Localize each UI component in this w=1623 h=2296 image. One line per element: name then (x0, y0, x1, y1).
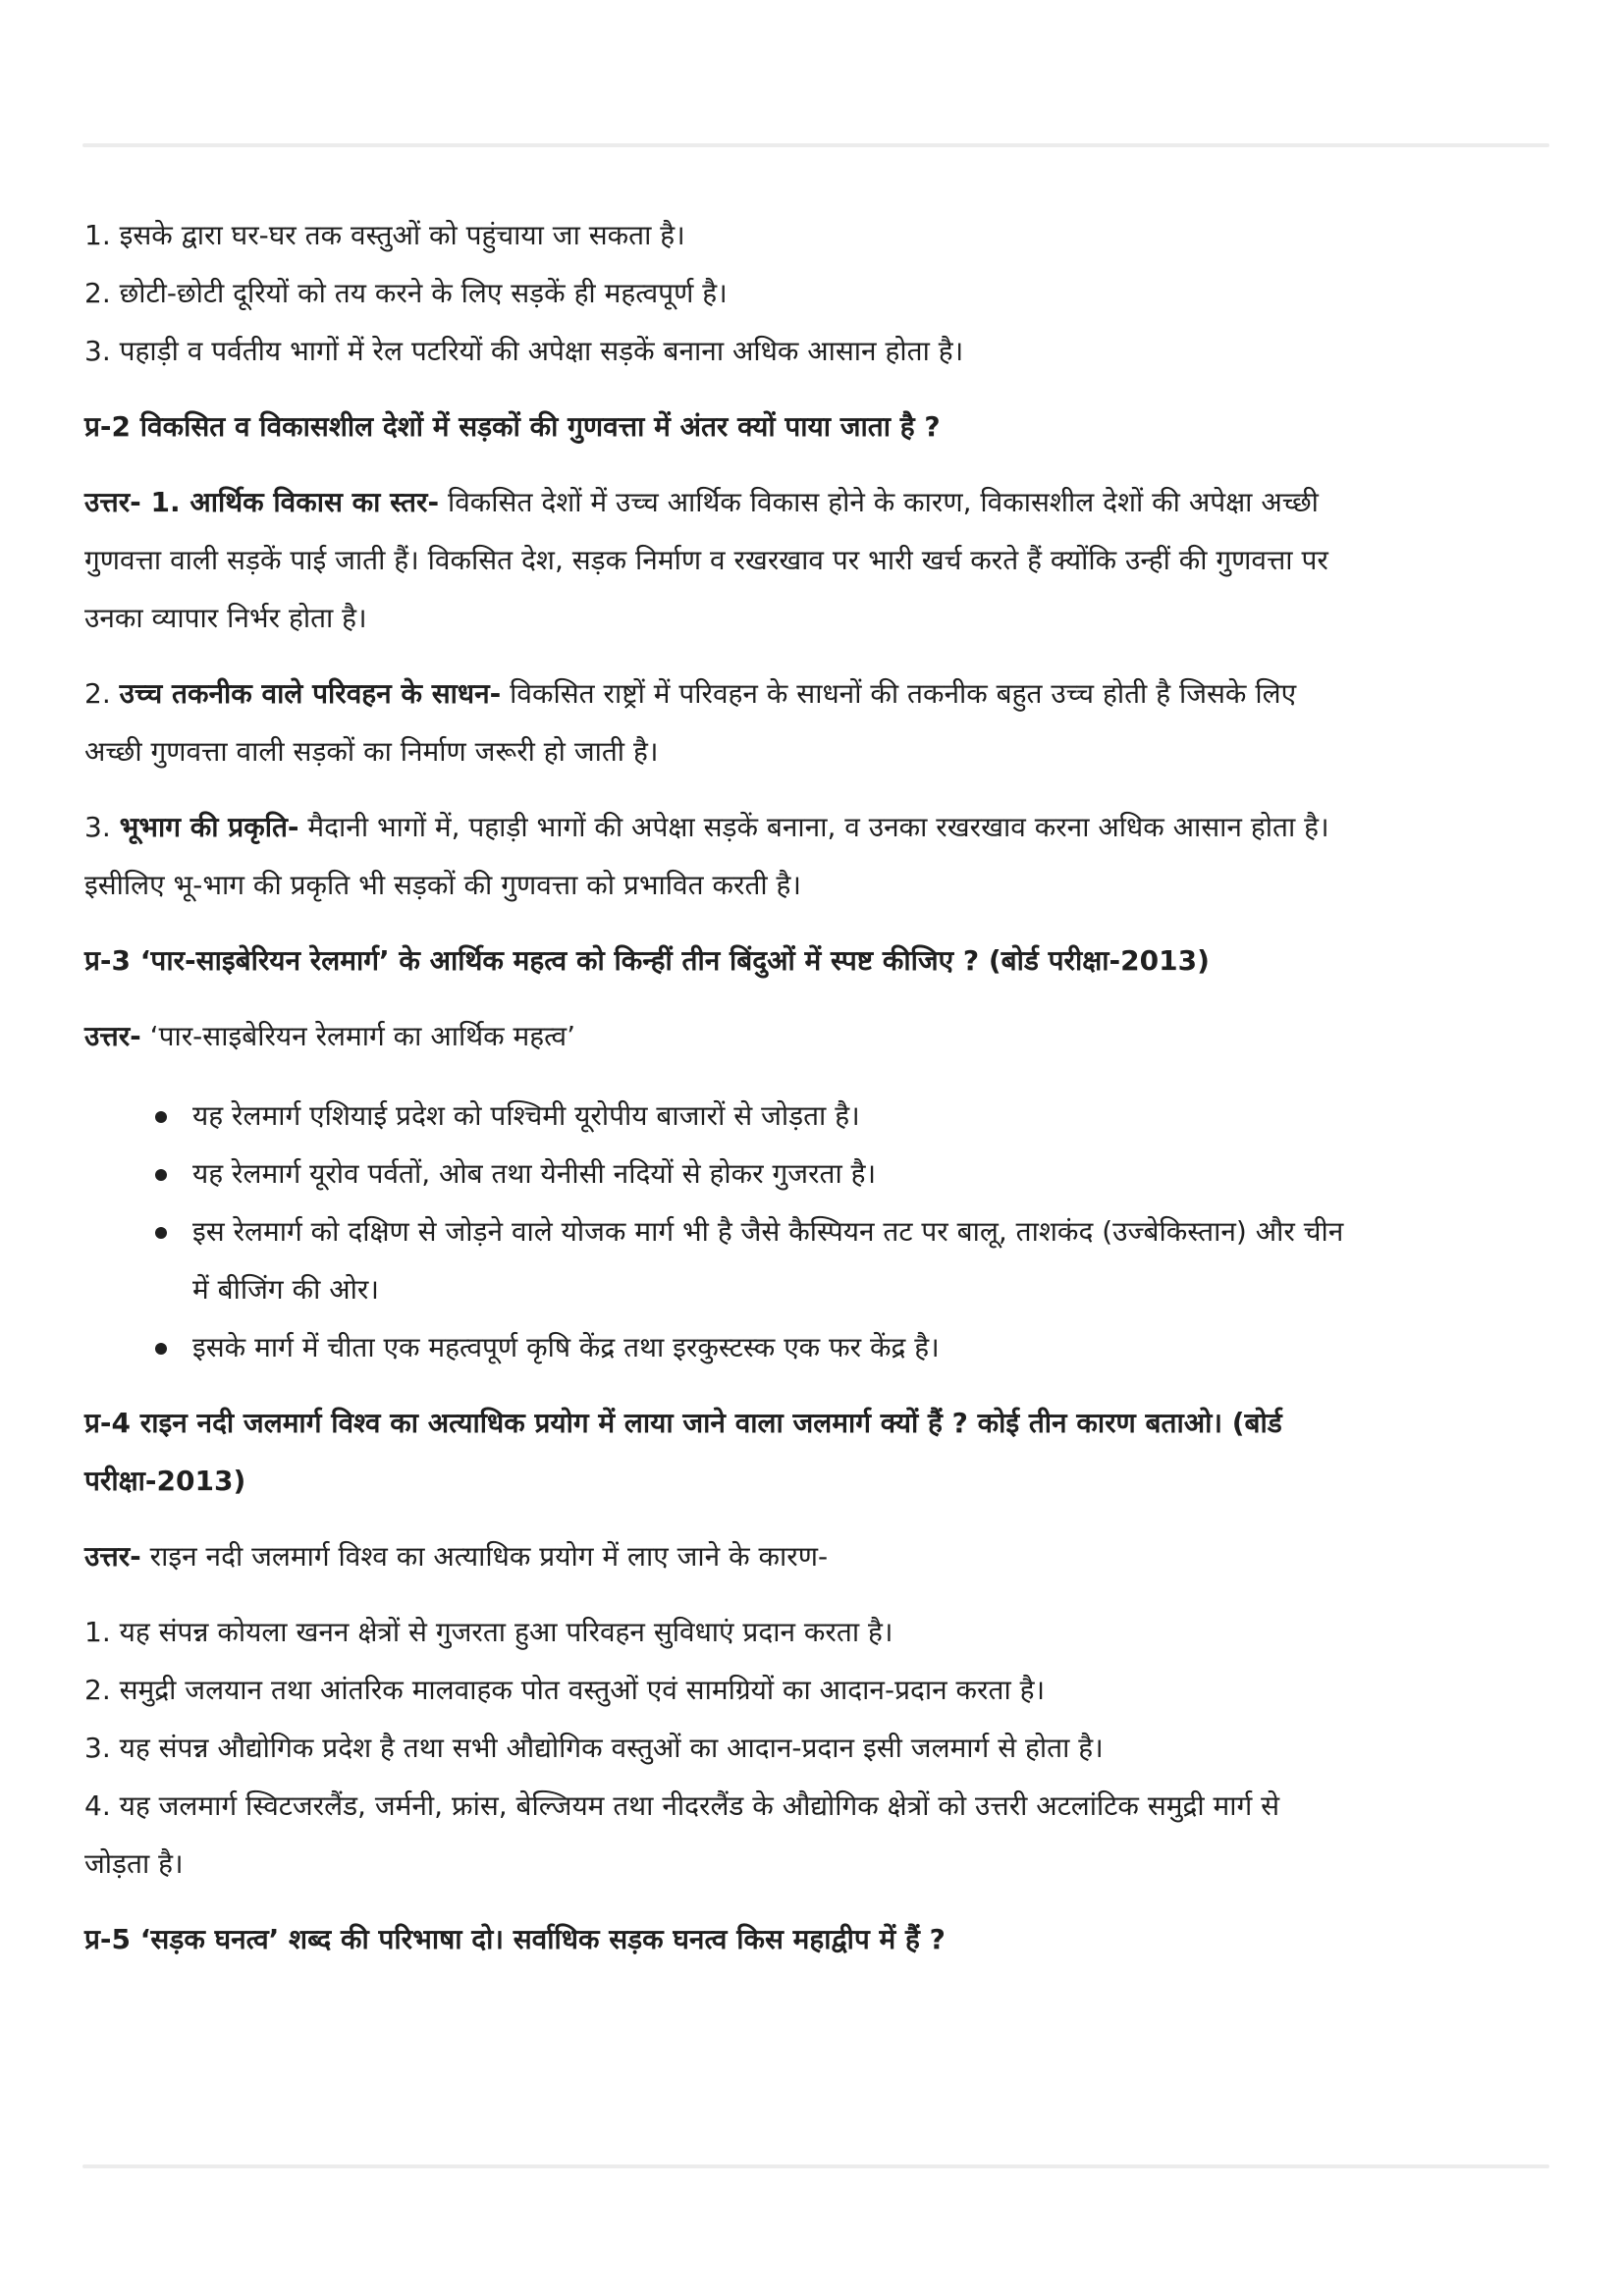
q4-answer-text: राइन नदी जलमार्ग विश्व का अत्याधिक प्रयोग में लाए जाने के कारण- (140, 1540, 829, 1573)
q4-point-1: 1. यह संपन्न कोयला खनन क्षेत्रों से गुजरता हुआ परिवहन सुविधाएं प्रदान करता है। (84, 1616, 893, 1648)
q3-bullet-4: इसके मार्ग में चीता एक महत्वपूर्ण कृषि केंद्र तथा इरकुस्टस्क एक फर केंद्र है। (84, 1318, 1538, 1376)
q2-answer-2-number: 2. (84, 677, 120, 710)
q2-answer-1-heading: उत्तर- 1. आर्थिक विकास का स्तर- (84, 486, 440, 518)
q3-bullet-2: यह रेलमार्ग यूरोव पर्वतों, ओब तथा येनीसी नदियों से होकर गुजरता है। (84, 1145, 1538, 1202)
question-4-line1: प्र-4 राइन नदी जलमार्ग विश्व का अत्याधिक प्रयोग में लाया जाने वाला जलमार्ग क्यों हैं ? कोई तीन कारण बताओ। (बोर्ड (84, 1407, 1282, 1439)
q3-answer (84, 1007, 1538, 1065)
q4-point-4-line1: 4. यह जलमार्ग स्विटजरलैंड, जर्मनी, फ्रांस, बेल्जियम तथा नीदरलैंड के औद्योगिक क्षेत्रों को उत्तरी अटलांटिक समुद्री मार्ग से (84, 1789, 1280, 1822)
q4-point-4-line2: जोड़ता है। (84, 1847, 184, 1880)
q3-answer-text: ‘पार-साइबेरियन रेलमार्ग का आर्थिक महत्व’ (140, 1020, 575, 1052)
question-4 (84, 1394, 1538, 1510)
q3-bullet-3-line2: में बीजिंग की ओर। (192, 1273, 379, 1306)
q4-point-2: 2. समुद्री जलयान तथा आंतरिक मालवाहक पोत वस्तुओं एवं सामग्रियों का आदान-प्रदान करता है। (84, 1674, 1046, 1706)
question-3: प्र-3 ‘पार-साइबेरियन रेलमार्ग’ के आर्थिक महत्व को किन्हीं तीन बिंदुओं में स्पष्ट कीजिए ? (बोर्ड परीक्षा-2013) (84, 944, 1210, 977)
q2-answer-3 (84, 798, 1538, 914)
q4-answer (84, 1527, 1538, 1585)
q3-answer-label: उत्तर- (84, 1020, 141, 1052)
intro-item-3: 3. पहाड़ी व पर्वतीय भागों में रेल पटरियों की अपेक्षा सड़कें बनाना अधिक आसान होता है। (84, 335, 964, 367)
q4-answer-label: उत्तर- (84, 1540, 141, 1573)
intro-item-2: 2. छोटी-छोटी दूरियों को तय करने के लिए सड़कें ही महत्वपूर्ण है। (84, 277, 728, 309)
q2-answer-1-line2: गुणवत्ता वाली सड़कें पाई जाती हैं। विकसित देश, सड़क निर्माण व रखरखाव पर भारी खर्च करते हैं क्योंकि उन्हीं की गुणवत्ता पर (84, 544, 1328, 576)
q2-answer-2 (84, 665, 1538, 780)
q3-bullet-list (84, 1087, 1538, 1376)
q2-answer-3-line2: इसीलिए भू-भाग की प्रकृति भी सड़कों की गुणवत्ता को प्रभावित करती है। (84, 869, 802, 901)
q2-answer-2-heading: उच्च तकनीक वाले परिवहन के साधन- (119, 677, 502, 710)
q2-answer-1 (84, 473, 1538, 647)
q3-bullet-3 (84, 1202, 1538, 1318)
document-body (84, 206, 1538, 1968)
q2-answer-1-line3: उनका व्यापार निर्भर होता है। (84, 602, 367, 634)
q3-bullet-3-line1: इस रेलमार्ग को दक्षिण से जोड़ने वाले योजक मार्ग भी है जैसे कैस्पियन तट पर बालू, ताशकंद (उज्बेकिस्तान) और चीन (192, 1215, 1344, 1248)
intro-item-1: 1. इसके द्वारा घर-घर तक वस्तुओं को पहुंचाया जा सकता है। (84, 219, 685, 251)
q2-answer-3-number: 3. (84, 811, 120, 843)
q2-answer-1-line1: विकसित देशों में उच्च आर्थिक विकास होने के कारण, विकासशील देशों की अपेक्षा अच्छी (439, 486, 1319, 518)
bottom-divider (82, 2164, 1549, 2168)
q4-point-3: 3. यह संपन्न औद्योगिक प्रदेश है तथा सभी औद्योगिक वस्तुओं का आदान-प्रदान इसी जलमार्ग से होता है। (84, 1732, 1104, 1764)
question-5: प्र-5 ‘सड़क घनत्व’ शब्द की परिभाषा दो। सर्वाधिक सड़क घनत्व किस महाद्वीप में हैं ? (84, 1923, 946, 1955)
question-4-line2: परीक्षा-2013) (84, 1465, 246, 1497)
question-2: प्र-2 विकसित व विकासशील देशों में सड़कों की गुणवत्ता में अंतर क्यों पाया जाता है ? (84, 410, 941, 443)
q2-answer-2-line1: विकसित राष्ट्रों में परिवहन के साधनों की तकनीक बहुत उच्च होती है जिसके लिए (501, 677, 1297, 710)
top-divider (82, 143, 1549, 147)
q2-answer-3-heading: भूभाग की प्रकृति- (119, 811, 299, 843)
q3-bullet-1: यह रेलमार्ग एशियाई प्रदेश को पश्चिमी यूरोपीय बाजारों से जोड़ता है। (84, 1087, 1538, 1145)
q2-answer-2-line2: अच्छी गुणवत्ता वाली सड़कों का निर्माण जरूरी हो जाती है। (84, 735, 659, 768)
q4-point-4 (84, 1777, 1538, 1893)
q2-answer-3-line1: मैदानी भागों में, पहाड़ी भागों की अपेक्षा सड़कें बनाना, व उनका रखरखाव करना अधिक आसान होता है। (298, 811, 1329, 843)
